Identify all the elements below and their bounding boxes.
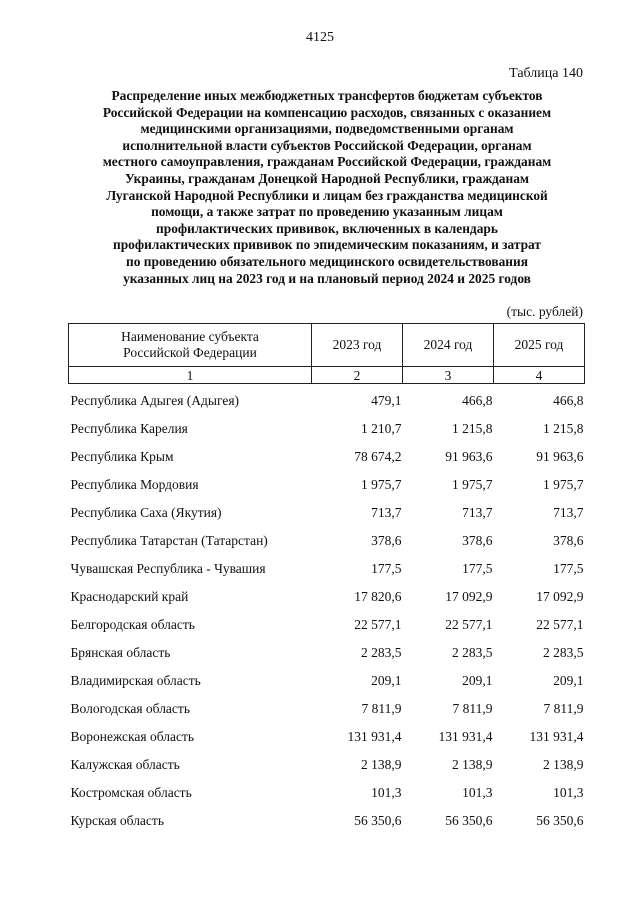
value-2024-cell: 466,8 — [462, 393, 493, 408]
header-2023: 2023 год — [312, 324, 403, 367]
value-2023-cell: 378,6 — [371, 533, 402, 548]
header-2025: 2025 год — [494, 324, 585, 367]
column-number: 2 — [312, 367, 403, 384]
value-2024-cell: 131 931,4 — [438, 729, 493, 744]
value-2023-cell: 17 820,6 — [354, 589, 402, 604]
value-2023-cell: 101,3 — [371, 785, 402, 800]
title-line: Луганской Народной Республики и лицам без гражданства медицинской — [106, 187, 548, 203]
subject-name-cell: Республика Карелия — [70, 421, 188, 436]
column-number: 4 — [494, 367, 585, 384]
value-2024-cell: 209,1 — [462, 673, 493, 688]
value-2025-cell: 177,5 — [553, 561, 584, 576]
subject-name-cell: Республика Крым — [70, 449, 174, 464]
value-2023-cell: 1 210,7 — [361, 421, 402, 436]
value-2023-cell: 177,5 — [371, 561, 402, 576]
subject-name-cell: Республика Мордовия — [70, 477, 199, 492]
table-row — [69, 639, 585, 667]
value-2025-cell: 22 577,1 — [536, 617, 584, 632]
table-row — [69, 471, 585, 499]
table-row — [69, 384, 585, 416]
value-2025-cell: 713,7 — [553, 505, 584, 520]
table-row — [69, 527, 585, 555]
subject-name-cell: Владимирская область — [70, 673, 201, 688]
subject-name-cell: Чувашская Республика - Чувашия — [70, 561, 266, 576]
table-row — [69, 667, 585, 695]
title-line: исполнительной власти субъектов Российской Федерации, органам — [122, 137, 532, 153]
value-2023-cell: 713,7 — [371, 505, 402, 520]
value-2023-cell: 2 138,9 — [361, 757, 402, 772]
subject-name-cell: Белгородская область — [70, 617, 195, 632]
table-row — [69, 751, 585, 779]
table-row — [69, 611, 585, 639]
title-line: помощи, а также затрат по проведению указанным лицам — [151, 204, 503, 220]
value-2023-cell: 7 811,9 — [361, 701, 402, 716]
title-line: профилактических прививок, включенных в календарь — [156, 220, 498, 236]
value-2025-cell: 1 215,8 — [543, 421, 584, 436]
value-2025-cell: 131 931,4 — [529, 729, 584, 744]
table-row — [69, 807, 585, 835]
subject-name-cell: Краснодарский край — [70, 589, 189, 604]
subject-name-cell: Воронежская область — [70, 729, 195, 744]
units-label: (тыс. рублей) — [506, 304, 583, 319]
value-2023-cell: 479,1 — [371, 393, 402, 408]
column-number: 3 — [403, 367, 494, 384]
value-2025-cell: 209,1 — [553, 673, 584, 688]
value-2024-cell: 22 577,1 — [445, 617, 493, 632]
table-row — [69, 583, 585, 611]
value-2023-cell: 2 283,5 — [361, 645, 402, 660]
value-2024-cell: 101,3 — [462, 785, 493, 800]
table-row — [69, 779, 585, 807]
table-row — [69, 555, 585, 583]
value-2024-cell: 177,5 — [462, 561, 493, 576]
title-line: указанных лиц на 2023 год и на плановый период 2024 и 2025 годов — [123, 270, 531, 286]
document-title — [62, 88, 592, 287]
value-2024-cell: 1 215,8 — [452, 421, 493, 436]
subject-name-cell: Калужская область — [70, 757, 180, 772]
subject-name-cell: Республика Адыгея (Адыгея) — [70, 393, 240, 408]
table-label: Таблица 140 — [509, 66, 583, 81]
value-2025-cell: 56 350,6 — [536, 813, 584, 828]
value-2023-cell: 22 577,1 — [354, 617, 402, 632]
value-2025-cell: 17 092,9 — [536, 589, 584, 604]
value-2023-cell: 1 975,7 — [361, 477, 402, 492]
title-line: профилактических прививок по эпидемическим показаниям, и затрат — [113, 237, 541, 253]
header-subject-name — [69, 324, 312, 367]
subject-name-cell: Республика Татарстан (Татарстан) — [70, 533, 268, 548]
value-2024-cell: 56 350,6 — [445, 813, 493, 828]
table-row — [69, 723, 585, 751]
title-line: медицинскими организациями, подведомственными органам — [140, 121, 514, 137]
table-body — [69, 384, 585, 836]
header-2024: 2024 год — [403, 324, 494, 367]
value-2023-cell: 56 350,6 — [354, 813, 402, 828]
transfers-table — [68, 323, 585, 835]
value-2025-cell: 466,8 — [553, 393, 584, 408]
subject-name-cell: Брянская область — [70, 645, 171, 660]
title-line: местного самоуправления, гражданам Российской Федерации, гражданам — [102, 154, 552, 170]
header-subject-line: Российской Федерации — [123, 345, 257, 360]
value-2023-cell: 209,1 — [371, 673, 402, 688]
subject-name-cell: Курская область — [70, 813, 164, 828]
value-2025-cell: 378,6 — [553, 533, 584, 548]
value-2025-cell: 2 138,9 — [543, 757, 584, 772]
value-2023-cell: 131 931,4 — [347, 729, 402, 744]
value-2025-cell: 7 811,9 — [543, 701, 584, 716]
page-number: 4125 — [306, 30, 334, 45]
value-2025-cell: 101,3 — [553, 785, 584, 800]
title-line: Российской Федерации на компенсацию расходов, связанных с оказанием — [102, 104, 552, 120]
value-2024-cell: 2 138,9 — [452, 757, 493, 772]
value-2025-cell: 2 283,5 — [543, 645, 584, 660]
title-line: по проведению обязательного медицинского освидетельствования — [126, 253, 528, 269]
table-row — [69, 443, 585, 471]
value-2025-cell: 91 963,6 — [536, 449, 584, 464]
table-row — [69, 695, 585, 723]
value-2024-cell: 378,6 — [462, 533, 493, 548]
value-2023-cell: 78 674,2 — [354, 449, 402, 464]
subject-name-cell: Республика Саха (Якутия) — [70, 505, 222, 520]
table-row — [69, 499, 585, 527]
column-number: 1 — [69, 367, 312, 384]
subject-name-cell: Костромская область — [70, 785, 192, 800]
value-2024-cell: 713,7 — [462, 505, 493, 520]
column-number-row — [69, 367, 585, 384]
table-header-row — [69, 324, 585, 367]
value-2024-cell: 91 963,6 — [445, 449, 493, 464]
subject-name-cell: Вологодская область — [70, 701, 190, 716]
value-2024-cell: 7 811,9 — [452, 701, 493, 716]
value-2024-cell: 1 975,7 — [452, 477, 493, 492]
header-subject-line: Наименование субъекта — [121, 329, 259, 344]
title-line: Украины, гражданам Донецкой Народной Республики, гражданам — [124, 170, 530, 186]
value-2024-cell: 17 092,9 — [445, 589, 493, 604]
value-2025-cell: 1 975,7 — [543, 477, 584, 492]
title-line: Распределение иных межбюджетных трансфертов бюджетам субъектов — [111, 88, 543, 103]
value-2024-cell: 2 283,5 — [452, 645, 493, 660]
table-row — [69, 415, 585, 443]
